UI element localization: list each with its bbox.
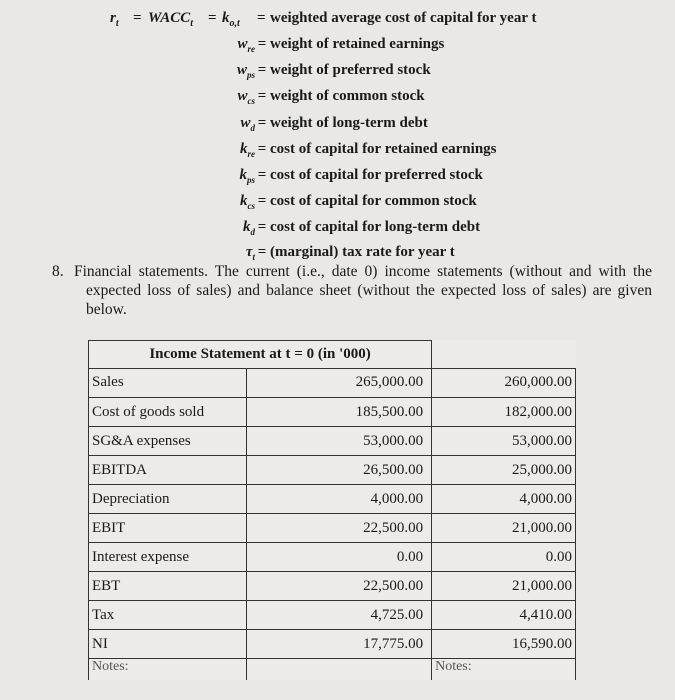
- equals-sign: =: [133, 10, 142, 26]
- table-row: [89, 485, 576, 514]
- row-label: SG&A expenses: [89, 427, 247, 456]
- definition-row: [0, 163, 675, 187]
- value-without-loss: 185,500.00: [246, 398, 431, 427]
- symbol: $\tau_t$: [245, 244, 255, 262]
- value-without-loss: 265,000.00: [246, 368, 431, 397]
- value-without-loss: 17,775.00: [246, 630, 431, 659]
- equals-sign: =: [257, 167, 267, 183]
- definition-text: (marginal) tax rate for year t: [270, 244, 455, 260]
- question-number: 8.: [52, 263, 64, 280]
- row-label: EBT: [89, 572, 247, 601]
- equals-sign: =: [257, 10, 266, 26]
- value-with-loss: 4,410.00: [432, 601, 576, 630]
- row-label: Cost of goods sold: [89, 398, 247, 427]
- row-label: Interest expense: [89, 543, 247, 572]
- definition-row: [0, 32, 675, 56]
- equals-sign: =: [257, 244, 267, 260]
- value-with-loss: 16,590.00: [432, 630, 576, 659]
- symbol: $k_{re}$: [240, 141, 255, 159]
- definition-row: [0, 84, 675, 108]
- equals-sign: =: [257, 62, 267, 78]
- definition-text: weight of common stock: [270, 88, 425, 104]
- table-row: [89, 543, 576, 572]
- equals-sign: =: [257, 141, 267, 157]
- symbol: $k_{cs}$: [240, 193, 255, 211]
- definition-text: weight of preferred stock: [270, 62, 431, 78]
- table-notes-row: [89, 659, 576, 680]
- equals-sign: =: [257, 193, 267, 209]
- notes-spacer: [246, 659, 431, 680]
- definition-row: [0, 215, 675, 239]
- table-header-row: [89, 341, 576, 369]
- equals-sign: =: [257, 219, 267, 235]
- definition-row: [0, 111, 675, 135]
- table-row: [89, 601, 576, 630]
- definition-row-wacc: [0, 6, 675, 30]
- header-blank-cell: [432, 341, 576, 369]
- value-without-loss: 4,725.00: [246, 601, 431, 630]
- symbol: $w_d$: [240, 115, 255, 133]
- table-row: [89, 456, 576, 485]
- row-label: Tax: [89, 601, 247, 630]
- question-text: Financial statements. The current (i.e., date 0) income statements (without and with the expected loss of sales) and balance sheet (without the expected loss of sales) are given below.: [74, 263, 652, 318]
- value-with-loss: 4,000.00: [432, 485, 576, 514]
- symbol: $k_{ps}$: [239, 167, 255, 185]
- definition-text: cost of capital for common stock: [270, 193, 477, 209]
- value-without-loss: 26,500.00: [246, 456, 431, 485]
- table-row: [89, 572, 576, 601]
- definition-text: cost of capital for preferred stock: [270, 167, 483, 183]
- table-row: [89, 368, 576, 397]
- value-with-loss: 0.00: [432, 543, 576, 572]
- definition-row: [0, 58, 675, 82]
- table-title: Income Statement at t = 0 (in '000): [89, 341, 432, 369]
- value-without-loss: 4,000.00: [246, 485, 431, 514]
- definition-text: cost of capital for retained earnings: [270, 141, 497, 157]
- value-without-loss: 53,000.00: [246, 427, 431, 456]
- value-with-loss: 260,000.00: [432, 368, 576, 397]
- table-row: [89, 398, 576, 427]
- symbol-k-o: $k_{o,t}$: [222, 10, 240, 29]
- value-without-loss: 22,500.00: [246, 514, 431, 543]
- definition-row: [0, 189, 675, 213]
- value-without-loss: 22,500.00: [246, 572, 431, 601]
- notes-label: Notes:: [89, 659, 247, 680]
- equals-sign: =: [257, 88, 267, 104]
- definition-text: weight of long-term debt: [270, 115, 428, 131]
- definition-text: weight of retained earnings: [270, 36, 445, 52]
- definition-text: cost of capital for long-term debt: [270, 219, 481, 235]
- definition-text: weighted average cost of capital for year t: [270, 10, 537, 26]
- value-with-loss: 21,000.00: [432, 572, 576, 601]
- table-row: [89, 514, 576, 543]
- table-row: [89, 630, 576, 659]
- value-with-loss: 25,000.00: [432, 456, 576, 485]
- definition-row: [0, 240, 675, 264]
- equals-sign: =: [257, 115, 267, 131]
- definition-row: [0, 137, 675, 161]
- income-statement-table: [88, 340, 576, 680]
- symbol: $w_{re}$: [237, 36, 255, 54]
- table-row: [89, 427, 576, 456]
- row-label: Depreciation: [89, 485, 247, 514]
- symbol-r: $r_t$: [110, 10, 119, 29]
- symbol: $w_{cs}$: [237, 88, 255, 106]
- notes-label: Notes:: [432, 659, 576, 680]
- equals-sign: =: [208, 10, 217, 26]
- value-with-loss: 53,000.00: [432, 427, 576, 456]
- row-label: Sales: [89, 368, 247, 397]
- question-paragraph: [52, 262, 652, 319]
- symbol: $k_d$: [243, 219, 255, 237]
- equals-sign: =: [257, 36, 267, 52]
- row-label: EBITDA: [89, 456, 247, 485]
- value-without-loss: 0.00: [246, 543, 431, 572]
- symbol-wacc: $WACC_t$: [148, 10, 194, 29]
- symbol: $w_{ps}$: [236, 62, 255, 80]
- value-with-loss: 21,000.00: [432, 514, 576, 543]
- row-label: NI: [89, 630, 247, 659]
- value-with-loss: 182,000.00: [432, 398, 576, 427]
- row-label: EBIT: [89, 514, 247, 543]
